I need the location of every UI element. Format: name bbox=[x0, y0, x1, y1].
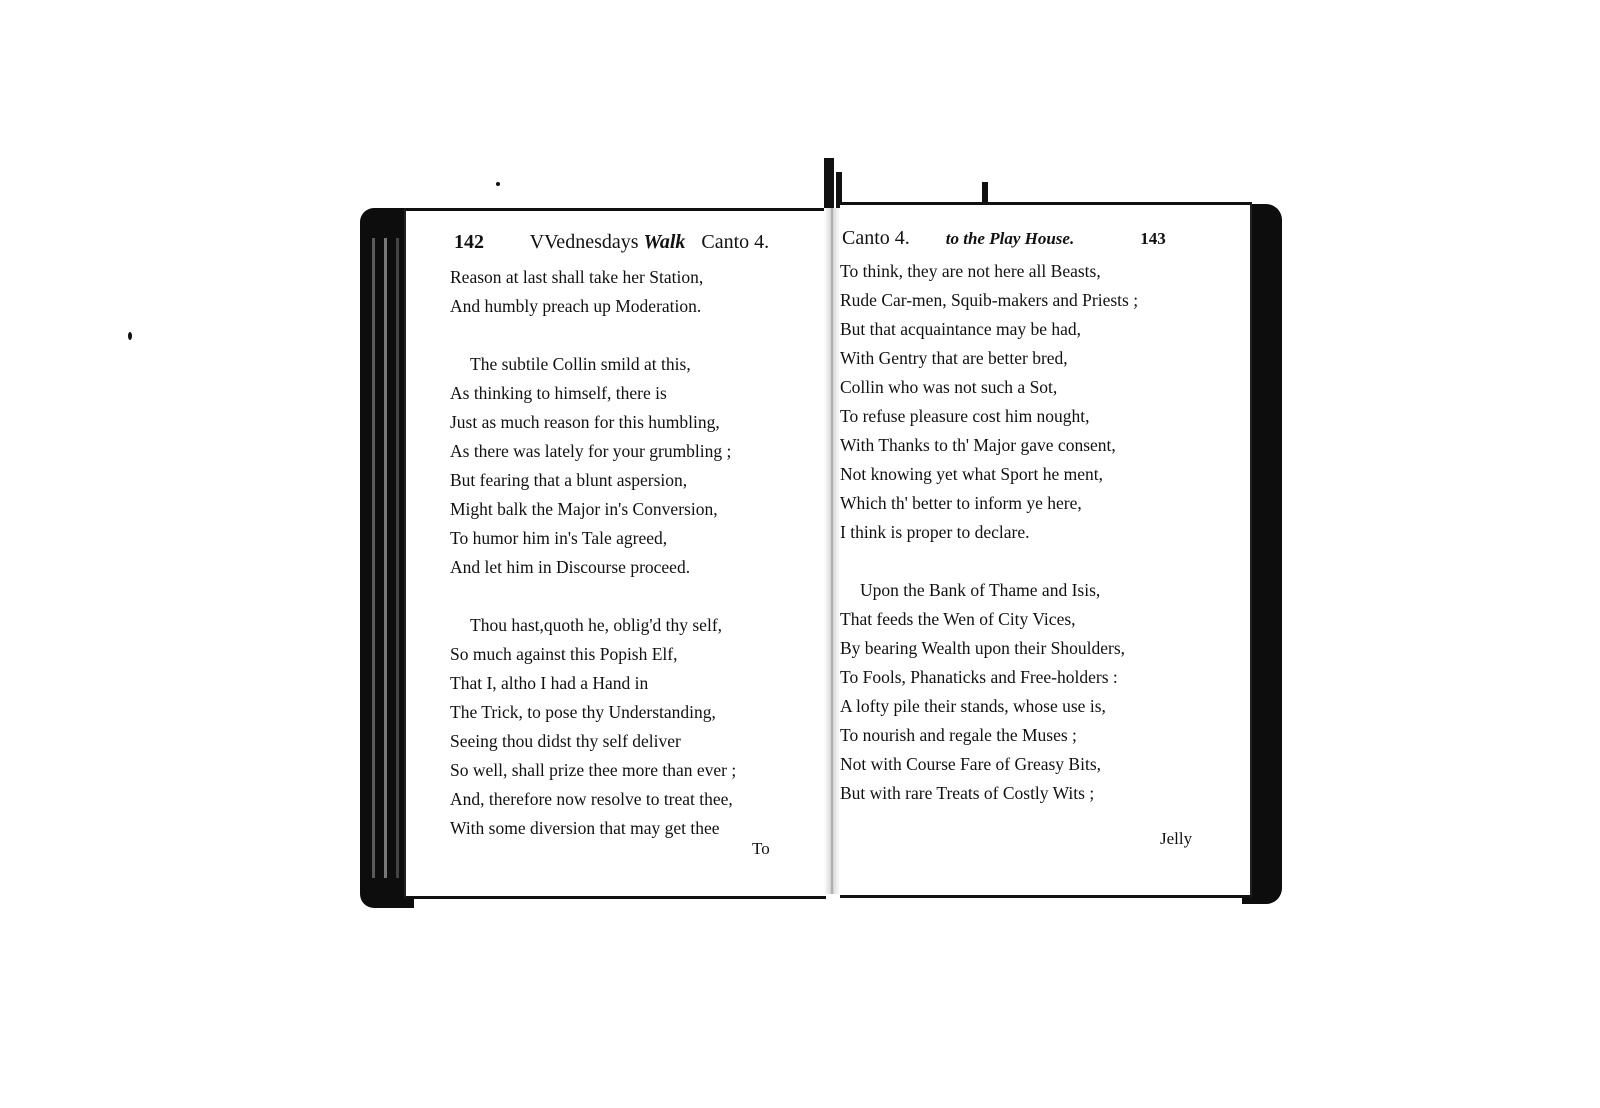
stanza-break bbox=[840, 547, 1138, 576]
right-canto: Canto 4. bbox=[842, 227, 910, 249]
stanza-break bbox=[450, 321, 736, 350]
verse-line: To nourish and regale the Muses ; bbox=[840, 725, 1077, 745]
open-book bbox=[360, 200, 1282, 915]
left-catchword: To bbox=[752, 839, 770, 858]
verse-line: That I, altho I had a Hand in bbox=[450, 673, 649, 693]
verse-line: Which th' better to inform ye here, bbox=[840, 493, 1082, 513]
verse-line: To Fools, Phanaticks and Free-holders : bbox=[840, 667, 1118, 687]
verse-line: But with rare Treats of Costly Wits ; bbox=[840, 783, 1095, 803]
left-running-head bbox=[454, 231, 769, 254]
ribbon-marker bbox=[824, 158, 834, 210]
verse-line: By bearing Wealth upon their Shoulders, bbox=[840, 638, 1126, 658]
right-running-head bbox=[842, 227, 1166, 250]
verse-line: Reason at last shall take her Station, bbox=[450, 267, 704, 287]
scan-speck bbox=[128, 332, 132, 340]
verse-line: To think, they are not here all Beasts, bbox=[840, 261, 1101, 281]
verse-line: Not knowing yet what Sport he ment, bbox=[840, 464, 1103, 484]
verse-line: A lofty pile their stands, whose use is, bbox=[840, 696, 1106, 716]
verse-line: To refuse pleasure cost him nought, bbox=[840, 406, 1090, 426]
verse-line: With Thanks to th' Major gave consent, bbox=[840, 435, 1116, 455]
verse-line: As thinking to himself, there is bbox=[450, 383, 667, 403]
right-catchword: Jelly bbox=[1160, 829, 1193, 848]
verse-line: But fearing that a blunt aspersion, bbox=[450, 470, 688, 490]
right-verse-block bbox=[840, 257, 1138, 808]
verse-line: As there was lately for your grumbling ; bbox=[450, 441, 732, 461]
verse-line: With some diversion that may get thee bbox=[450, 818, 720, 838]
right-running-title: to the Play House. bbox=[945, 229, 1075, 248]
left-verse-block bbox=[450, 263, 736, 843]
verse-line: The subtile Collin smild at this, bbox=[470, 354, 691, 374]
verse-line: And let him in Discourse proceed. bbox=[450, 557, 691, 577]
verse-line: Not with Course Fare of Greasy Bits, bbox=[840, 754, 1102, 774]
left-canto: Canto 4. bbox=[701, 231, 770, 253]
verse-line: Seeing thou didst thy self deliver bbox=[450, 731, 681, 751]
verse-line: But that acquaintance may be had, bbox=[840, 319, 1082, 339]
left-page-number: 142 bbox=[454, 231, 484, 253]
verse-line: Just as much reason for this humbling, bbox=[450, 412, 720, 432]
verse-line: The Trick, to pose thy Understanding, bbox=[450, 702, 716, 722]
verse-line: Rude Car-men, Squib-makers and Priests ; bbox=[840, 290, 1139, 310]
left-running-title: VVednesdays bbox=[529, 231, 639, 253]
cover-wear-mark bbox=[384, 238, 387, 878]
cover-wear-mark bbox=[396, 238, 399, 878]
verse-line: That feeds the Wen of City Vices, bbox=[840, 609, 1076, 629]
verse-line: Upon the Bank of Thame and Isis, bbox=[860, 580, 1101, 600]
verse-line: With Gentry that are better bred, bbox=[840, 348, 1068, 368]
stanza-break bbox=[450, 582, 736, 611]
scan-speck bbox=[496, 182, 500, 186]
right-page bbox=[840, 202, 1252, 898]
verse-line: Collin who was not such a Sot, bbox=[840, 377, 1058, 397]
verse-line: So much against this Popish Elf, bbox=[450, 644, 678, 664]
verse-line: So well, shall prize thee more than ever ; bbox=[450, 760, 737, 780]
verse-line: And, therefore now resolve to treat thee, bbox=[450, 789, 733, 809]
verse-line: I think is proper to declare. bbox=[840, 522, 1030, 542]
cover-wear-mark bbox=[372, 238, 375, 878]
ribbon-marker bbox=[982, 182, 988, 204]
verse-line: To humor him in's Tale agreed, bbox=[450, 528, 668, 548]
verse-line: And humbly preach up Moderation. bbox=[450, 296, 702, 316]
left-page bbox=[404, 208, 826, 899]
left-running-title-italic: Walk bbox=[643, 231, 686, 253]
verse-line: Might balk the Major in's Conversion, bbox=[450, 499, 718, 519]
right-page-number: 143 bbox=[1140, 229, 1166, 248]
book-gutter bbox=[824, 208, 840, 894]
verse-line: Thou hast,quoth he, oblig'd thy self, bbox=[470, 615, 723, 635]
